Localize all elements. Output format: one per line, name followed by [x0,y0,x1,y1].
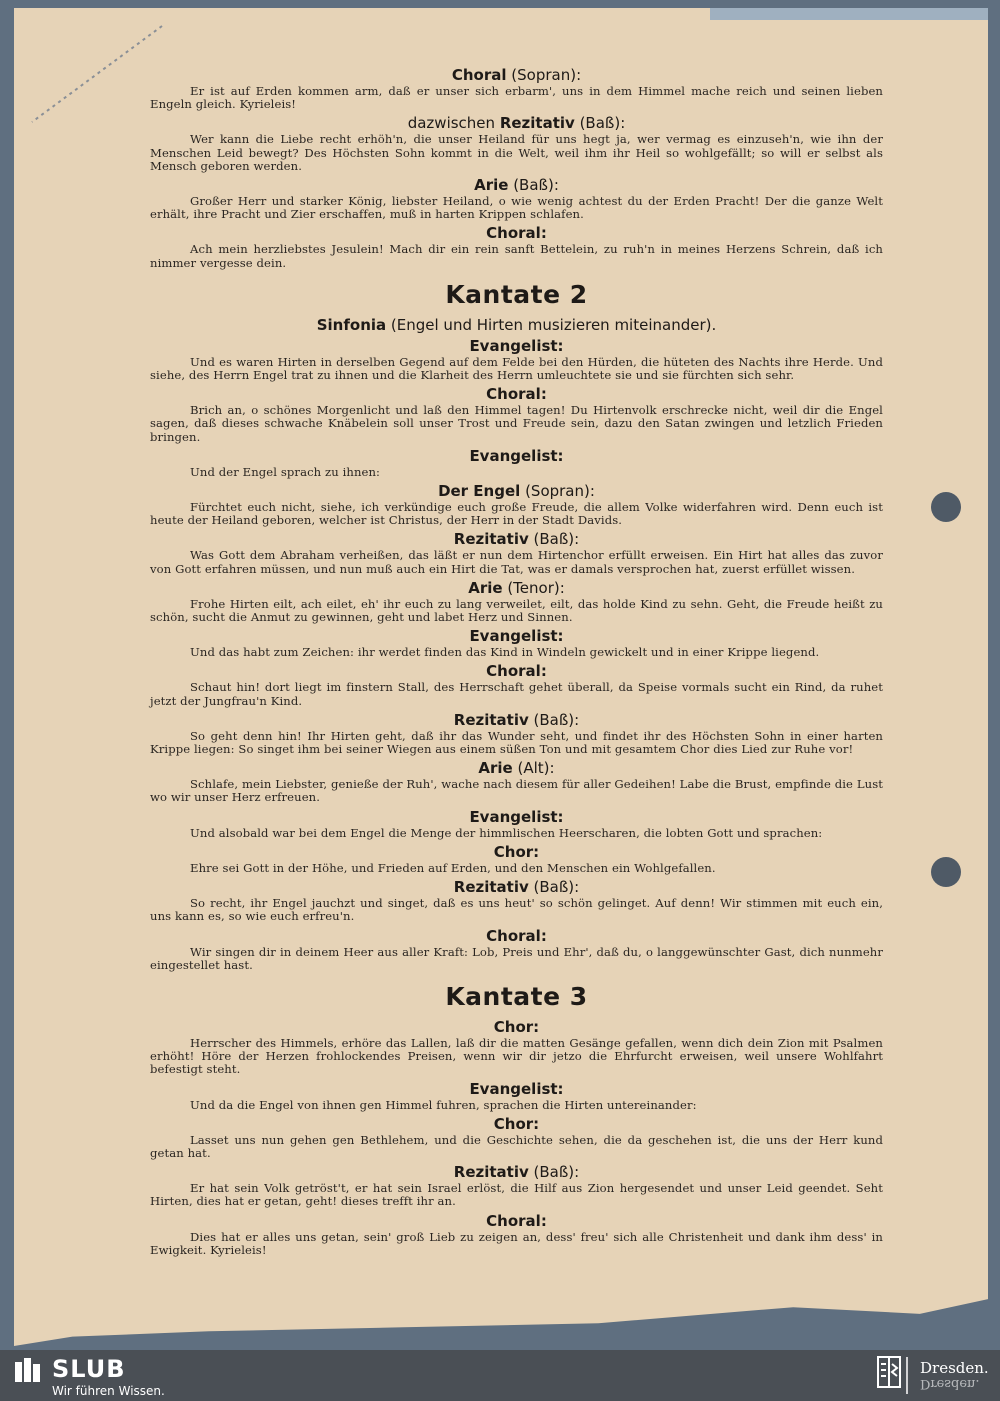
heading-voice: (Baß): [528,1163,580,1182]
heading-label: Chor: [493,842,540,861]
dresden-crest-icon [877,1356,913,1394]
paper-edge-strip [710,8,988,20]
heading-voice: (Sopran): [506,66,582,84]
section-text: Dies hat er alles uns getan, sein' groß Lieb zu zeigen an, dess' freu' sich alle Christenheit und dank ihm dess' in Ewigkeit. Kyrieleis! [150,1229,883,1257]
section-text: Herrscher des Himmels, erhöre das Lallen, laß dir die matten Gesänge gefallen, wenn dich dein Zion mit Psalmen erhöht! Höre der Herzen frohlockendes Preisen, wenn wir dir jetzo die Ehrfurcht erweisen, weil unsere Wohlfahrt befestigt steht. [150,1035,883,1077]
heading-prefix: dazwischen [407,114,500,133]
heading-label: Der Engel [438,482,521,501]
dresden-logo-reflection: Dresden. [920,1376,980,1391]
section-text: Großer Herr und starker König, liebster Heiland, o wie wenig achtest du der Erden Pracht! Der die ganze Welt erhält, ihre Pracht und Zier erschaffen, muß in harten Krippen schlafen. [150,194,883,222]
sinfonia-note: (Engel und Hirten musizieren miteinander). [386,315,717,334]
slub-logo-icon [13,1356,43,1386]
section-heading [150,711,883,730]
section-heading [150,808,883,827]
section-text: Ach mein herzliebstes Jesulein! Mach dir ein rein sanft Bettelein, zu ruh'n in meines Herzens Schrein, daß ich nimmer vergesse dein. [150,242,883,270]
heading-label: Chor: [493,1017,540,1036]
heading-label: Evangelist: [469,336,564,355]
section-text: So recht, ihr Engel jauchzt und singet, daß es uns heut' so schön gelinget. Auf denn! Wir stimmen mit euch ein, uns kann es, so wie euch erfreu'n. [150,896,883,924]
section-text: Schlafe, mein Liebster, genieße der Ruh', wache nach diesem für aller Gedeihen! Labe die Brust, empfinde die Lust wo wir unser Herz erfreuen. [150,777,883,805]
section-heading [150,627,883,646]
sinfonia-label: Sinfonia [316,315,387,334]
sinfonia-heading [150,316,883,335]
heading-label: Evangelist: [469,446,564,465]
section-text: Und da die Engel von ihnen gen Himmel fuhren, sprachen die Hirten untereinander: [190,1097,697,1112]
section-heading [150,927,883,946]
section-text: Er hat sein Volk getröst't, er hat sein Israel erlöst, die Hilf aus Zion hergesendet und unser Leid geendet. Seht Hirten, dies hat er getan, geht! dieses trefft ihr an. [150,1181,883,1209]
section-heading [150,337,883,356]
heading-voice: (Baß): [528,878,580,897]
heading-label: Evangelist: [469,1079,564,1098]
slub-brand[interactable]: SLUB [52,1355,126,1383]
heading-label: Rezitativ [453,710,529,729]
heading-voice: (Alt): [512,759,555,778]
section-text: Frohe Hirten eilt, ach eilet, eh' ihr euch zu lang verweilet, eilt, das holde Kind zu sehn. Geht, die Freude heißt zu schön, sucht die Anmut zu gewinnen, geht und labet Herz und Sinnen. [150,596,883,625]
section-text: Und alsobald war bei dem Engel die Menge der himmlischen Heerscharen, die lobten Gott und sprachen: [190,825,823,840]
dresden-logo-text[interactable]: Dresden. [920,1359,989,1377]
heading-label: Chor: [493,1114,540,1133]
heading-label: Choral: [486,385,547,404]
section-text: Lasset uns nun gehen gen Bethlehem, und die Geschichte sehen, die da geschehen ist, die uns der Herr kund getan hat. [150,1132,883,1160]
section-text: Brich an, o schönes Morgenlicht und laß den Himmel tagen! Du Hirtenvolk erschrecke nicht, weil dir die Engel sagen, daß dieses schwache Knäbelein soll unser Trost und Freude sein, dazu den Satan zwingen und letzlich Frieden bringen. [150,403,883,444]
heading-label: Rezitativ [453,1163,529,1182]
slub-tagline: Wir führen Wissen. [52,1384,165,1398]
heading-label: Choral [451,66,507,84]
heading-label: Choral: [486,662,547,681]
heading-voice: (Sopran): [520,482,595,501]
heading-label: Arie [478,759,513,778]
section-text: Fürchtet euch nicht, siehe, ich verkündige euch große Freude, die allem Volke widerfahren wird. Denn euch ist heute der Heiland geboren, welcher ist Christus, der Herr in der Stadt Davids. [150,500,883,528]
section-text: Und es waren Hirten in derselben Gegend auf dem Felde bei den Hürden, die hüteten des Nachts ihre Herde. Und siehe, des Herrn Engel trat zu ihnen und die Klarheit des Herrn umleuchtete sie und sie fürchten sich sehr. [150,354,883,383]
heading-label: Evangelist: [469,627,564,646]
section-text: Und der Engel sprach zu ihnen: [190,464,381,479]
section-text: So geht denn hin! Ihr Hirten geht, daß ihr das Wunder seht, und findet ihr des Höchsten Sohn in einer harten Krippe liegen: So singet ihm bei seiner Wiegen aus einem süßen Ton und mit gesamtem Chor dies Lied zur Ruhe vor! [150,728,883,757]
footer-bar [0,1350,1000,1401]
heading-voice: (Tenor): [502,578,565,597]
punch-hole [931,492,961,522]
kantate-3-title: Kantate 3 [445,981,588,1011]
section-heading [150,114,883,133]
heading-label: Evangelist: [469,807,564,826]
section-heading [150,759,883,778]
section-heading [150,1163,883,1182]
section-heading [150,878,883,897]
section-text: Was Gott dem Abraham verheißen, das läßt er nun dem Hirtenchor erfüllt erweisen. Ein Hirt hat alles das zuvor von Gott erfahren müssen, und nun muß auch ein Hirt die Tat, was er damals versprochen hat, zuerst erfüllet wissen. [150,548,883,576]
heading-label: Arie [474,176,509,195]
section-heading [150,579,883,598]
heading-label: Rezitativ [499,114,575,133]
section-heading [150,482,883,501]
kantate-2-title: Kantate 2 [445,279,588,309]
section-heading [150,662,883,681]
heading-label: Choral: [486,926,547,945]
section-heading [150,1212,883,1231]
document-body [150,66,883,1260]
heading-voice: (Baß): [574,114,626,133]
section-text: Schaut hin! dort liegt im finstern Stall, des Herrschaft gehet überall, da Speise vormals sucht ein Rind, da ruhet jetzt der Jungfrau'n Kind. [150,680,883,708]
section-heading [150,176,883,195]
section-heading [150,66,883,85]
section-text: Er ist auf Erden kommen arm, daß er unser sich erbarm', uns in dem Himmel mache reich und seinen lieben Engeln gleich. Kyrieleis! [150,84,883,112]
heading-voice: (Baß): [508,176,559,195]
section-heading [150,385,883,404]
section-heading [150,530,883,549]
heading-label: Arie [468,578,503,597]
heading-label: Rezitativ [453,878,529,897]
heading-label: Choral: [486,1211,547,1230]
section-text: Wer kann die Liebe recht erhöh'n, die unser Heiland für uns hegt ja, wer vermag es einzuseh'n, wie ihn der Menschen Leid bewegt? Des Höchsten Sohn kommt in die Welt, weil ihm ihr Heil so wohlgefällt; so will er selbst als Mensch geboren werden. [150,132,883,173]
section-heading [150,224,883,243]
heading-voice: (Baß): [528,530,580,549]
heading-label: Rezitativ [453,530,529,549]
section-heading [150,1018,883,1037]
section-heading [150,1080,883,1099]
section-heading [150,1115,883,1134]
heading-label: Choral: [486,224,547,243]
section-heading [150,447,883,466]
punch-hole [931,857,961,887]
section-text: Und das habt zum Zeichen: ihr werdet finden das Kind in Windeln gewickelt und in einer Krippe liegend. [190,645,820,660]
section-text: Ehre sei Gott in der Höhe, und Frieden auf Erden, und den Menschen ein Wohlgefallen. [190,860,716,875]
heading-voice: (Baß): [528,710,580,729]
section-heading [150,843,883,862]
section-text: Wir singen dir in deinem Heer aus aller Kraft: Lob, Preis und Ehr', daß du, o langgewünschter Gast, dich nunmehr eingestellet hast. [150,944,883,972]
